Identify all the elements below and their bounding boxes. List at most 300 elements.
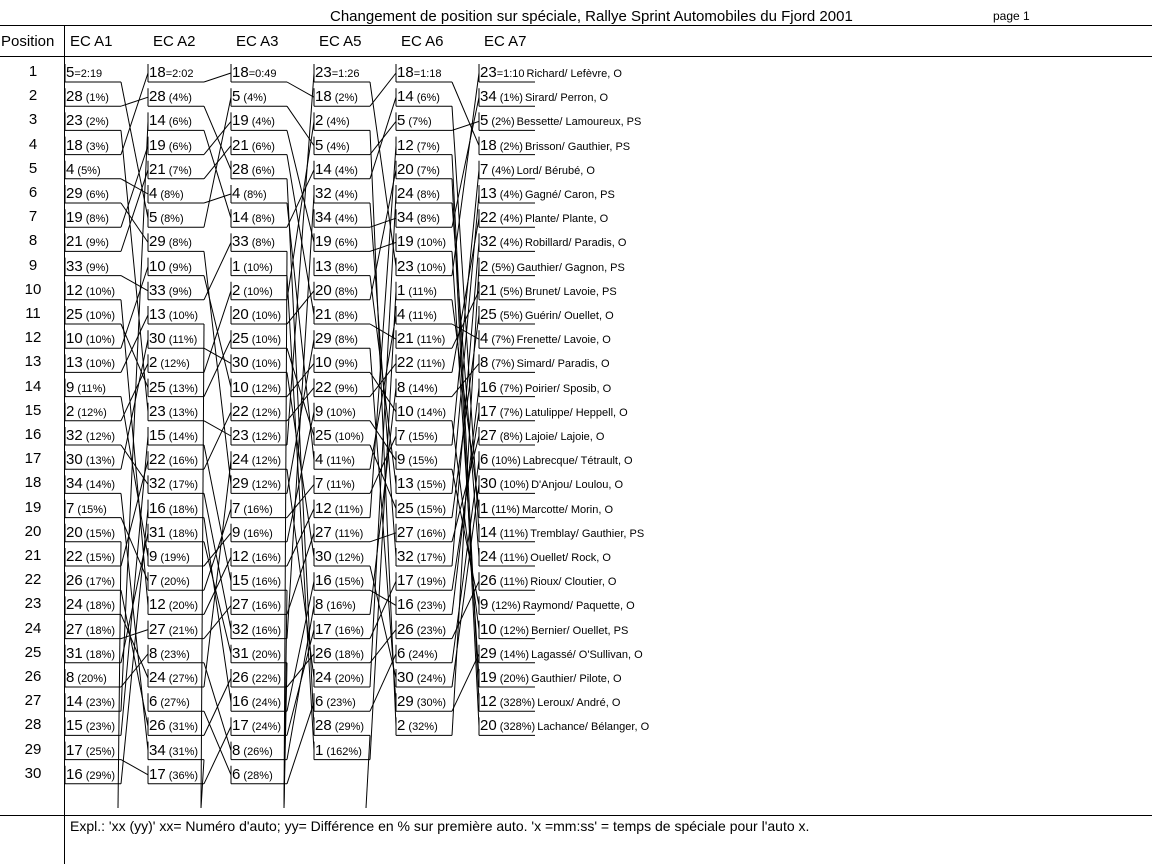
gap-percent: (7%) bbox=[413, 164, 440, 177]
car-number: 32 bbox=[66, 427, 83, 444]
position-change-line bbox=[370, 146, 396, 518]
car-number: 5 bbox=[397, 112, 406, 130]
car-entry bbox=[66, 645, 115, 662]
gap-percent: (6%) bbox=[248, 164, 275, 177]
gap-percent: (10%) bbox=[82, 334, 116, 347]
gap-percent: (2%) bbox=[82, 116, 109, 129]
car-entry bbox=[232, 209, 275, 226]
gap-percent: (6%) bbox=[331, 237, 358, 250]
car-entry bbox=[397, 209, 440, 226]
gap-percent: (12%) bbox=[157, 358, 190, 371]
car-number: 33 bbox=[232, 233, 249, 251]
car-number: 10 bbox=[480, 620, 497, 638]
position-number: 18 bbox=[24, 474, 42, 492]
car-number: 19 bbox=[232, 112, 249, 130]
car-entry bbox=[66, 572, 115, 589]
gap-percent: (29%) bbox=[82, 769, 116, 782]
gap-percent: (16%) bbox=[248, 624, 282, 637]
car-entry bbox=[397, 330, 445, 347]
car-number: 17 bbox=[232, 717, 249, 735]
car-entry bbox=[480, 88, 608, 105]
car-number: 24 bbox=[315, 669, 332, 686]
gap-percent: (7%) bbox=[496, 382, 523, 395]
position-number: 25 bbox=[24, 643, 42, 661]
car-entry bbox=[232, 88, 267, 105]
car-number: 28 bbox=[232, 160, 249, 178]
car-number: 20 bbox=[232, 306, 249, 323]
car-number: 5 bbox=[315, 136, 324, 154]
gap-percent: (31%) bbox=[165, 721, 199, 734]
car-entry bbox=[315, 451, 355, 468]
car-number: 16 bbox=[315, 572, 332, 590]
car-entry bbox=[397, 475, 446, 492]
car-entry bbox=[315, 161, 358, 178]
car-entry bbox=[66, 258, 109, 275]
car-entry bbox=[232, 258, 273, 275]
gap-percent: (23%) bbox=[157, 648, 190, 661]
position-number: 19 bbox=[24, 498, 42, 516]
car-entry bbox=[315, 475, 355, 492]
car-number: 19 bbox=[397, 233, 414, 251]
car-number: 13 bbox=[66, 354, 83, 372]
car-number: 10 bbox=[232, 378, 249, 396]
car-number: 9 bbox=[397, 451, 406, 469]
gap-percent: (23%) bbox=[323, 697, 356, 710]
gap-percent: (15%) bbox=[74, 503, 107, 516]
car-number: 12 bbox=[232, 548, 249, 565]
gap-percent: (8%) bbox=[413, 213, 440, 226]
gap-percent: (12%) bbox=[248, 406, 282, 419]
car-number: 15 bbox=[149, 427, 166, 444]
gap-percent: (2%) bbox=[331, 92, 358, 105]
car-entry bbox=[149, 330, 197, 347]
position-change-line bbox=[204, 291, 231, 373]
position-number: 16 bbox=[24, 426, 42, 443]
car-entry bbox=[397, 233, 446, 250]
driver-names: Bernier/ Ouellet, PS bbox=[531, 624, 629, 637]
gap-percent: (7%) bbox=[488, 334, 515, 347]
car-number: 2 bbox=[66, 402, 75, 420]
gap-percent: (25%) bbox=[82, 745, 116, 758]
car-entry bbox=[232, 693, 281, 710]
car-number: 27 bbox=[149, 620, 166, 638]
car-number: 21 bbox=[149, 160, 166, 178]
stage-time: =1:26 bbox=[331, 68, 360, 80]
car-entry bbox=[480, 693, 620, 710]
car-number: 29 bbox=[232, 475, 249, 493]
driver-names: Sirard/ Perron, O bbox=[524, 92, 609, 105]
gap-percent: (20%) bbox=[74, 673, 107, 685]
gap-percent: (328%) bbox=[496, 721, 536, 734]
car-entry bbox=[480, 112, 641, 129]
car-entry bbox=[149, 621, 198, 638]
gap-percent: (7%) bbox=[405, 116, 432, 129]
car-entry bbox=[149, 112, 192, 129]
gap-percent: (16%) bbox=[331, 624, 365, 637]
car-number: 14 bbox=[315, 160, 332, 178]
car-number: 20 bbox=[397, 160, 414, 178]
car-entry bbox=[397, 427, 438, 444]
gap-percent: (16%) bbox=[248, 600, 282, 613]
car-entry bbox=[480, 524, 644, 541]
position-number: 14 bbox=[24, 377, 42, 395]
car-number: 27 bbox=[232, 596, 249, 614]
gap-percent: (18%) bbox=[331, 648, 365, 661]
retired-car-line bbox=[118, 542, 121, 808]
position-change-line bbox=[121, 73, 148, 155]
car-number: 15 bbox=[66, 717, 83, 735]
gap-percent: (29%) bbox=[331, 721, 365, 734]
gap-percent: (20%) bbox=[331, 673, 365, 685]
position-change-line bbox=[287, 82, 314, 97]
car-number: 18 bbox=[149, 64, 166, 81]
car-number: 25 bbox=[480, 306, 497, 323]
gap-percent: (15%) bbox=[413, 479, 447, 492]
gap-percent: (1%) bbox=[82, 92, 109, 105]
gap-percent: (22%) bbox=[248, 673, 282, 685]
gap-percent: (9%) bbox=[165, 285, 192, 298]
position-number: 22 bbox=[24, 571, 42, 589]
car-entry bbox=[232, 379, 281, 396]
car-number: 4 bbox=[66, 160, 75, 178]
gap-percent: (19%) bbox=[413, 576, 447, 589]
car-number: 30 bbox=[480, 475, 497, 493]
car-number: 26 bbox=[315, 644, 332, 662]
legend-explanation: Expl.: 'xx (yy)' xx= Numéro d'auto; yy= Différence en % sur première auto. 'x =mm:ss' = temps de spéciale pour l'auto x. bbox=[70, 818, 810, 834]
car-entry bbox=[149, 64, 194, 81]
gap-percent: (5%) bbox=[496, 285, 523, 298]
position-number: 29 bbox=[24, 740, 42, 758]
car-number: 22 bbox=[149, 451, 166, 469]
gap-percent: (11%) bbox=[405, 285, 437, 298]
gap-percent: (13%) bbox=[165, 382, 199, 395]
car-entry bbox=[66, 403, 107, 420]
gap-percent: (11%) bbox=[496, 527, 529, 540]
gap-percent: (23%) bbox=[82, 697, 116, 710]
car-number: 28 bbox=[66, 88, 83, 106]
car-number: 5 bbox=[149, 209, 158, 227]
car-number: 18 bbox=[232, 64, 249, 81]
car-entry bbox=[149, 766, 198, 783]
gap-percent: (9%) bbox=[331, 358, 358, 371]
position-change-line bbox=[370, 73, 396, 106]
gap-percent: (23%) bbox=[82, 721, 116, 734]
gap-percent: (27%) bbox=[165, 673, 199, 685]
car-number: 32 bbox=[232, 620, 249, 638]
gap-percent: (11%) bbox=[331, 527, 364, 540]
car-entry bbox=[397, 524, 446, 541]
gap-percent: (17%) bbox=[82, 576, 116, 589]
car-entry bbox=[397, 185, 440, 202]
car-entry bbox=[480, 209, 608, 226]
gap-percent: (5%) bbox=[496, 310, 523, 322]
car-number: 33 bbox=[149, 281, 166, 299]
car-number: 2 bbox=[232, 281, 241, 299]
position-change-line bbox=[370, 242, 396, 251]
car-entry bbox=[149, 403, 198, 420]
gap-percent: (15%) bbox=[405, 455, 438, 468]
car-number: 19 bbox=[66, 209, 83, 227]
position-change-line bbox=[452, 82, 479, 146]
car-number: 24 bbox=[149, 669, 166, 686]
gap-percent: (10%) bbox=[240, 285, 273, 298]
driver-names: Robillard/ Paradis, O bbox=[524, 237, 627, 250]
car-number: 18 bbox=[66, 136, 83, 154]
gap-percent: (10%) bbox=[331, 431, 365, 443]
car-entry bbox=[66, 669, 107, 686]
gap-percent: (11%) bbox=[165, 334, 198, 347]
car-number: 21 bbox=[480, 281, 497, 299]
driver-names: Tremblay/ Gauthier, PS bbox=[530, 527, 645, 540]
car-number: 6 bbox=[480, 451, 489, 469]
position-change-line bbox=[121, 436, 148, 735]
car-entry bbox=[232, 282, 273, 299]
car-entry bbox=[66, 500, 107, 517]
car-number: 9 bbox=[232, 523, 241, 541]
gap-percent: (6%) bbox=[248, 140, 275, 153]
car-number: 8 bbox=[397, 378, 406, 396]
car-number: 9 bbox=[480, 596, 489, 614]
gap-percent: (8%) bbox=[331, 261, 358, 274]
gap-percent: (13%) bbox=[82, 455, 116, 468]
car-number: 33 bbox=[66, 257, 83, 275]
car-number: 12 bbox=[315, 499, 332, 517]
car-number: 14 bbox=[66, 693, 83, 711]
car-number: 26 bbox=[480, 572, 497, 590]
car-number: 8 bbox=[66, 669, 75, 686]
car-entry bbox=[232, 185, 267, 202]
position-change-line bbox=[452, 121, 479, 130]
gap-percent: (14%) bbox=[165, 431, 199, 443]
car-entry bbox=[480, 669, 622, 686]
gap-percent: (12%) bbox=[496, 624, 530, 637]
gap-percent: (18%) bbox=[82, 648, 116, 661]
position-change-line bbox=[204, 726, 231, 783]
gap-percent: (10%) bbox=[496, 479, 530, 492]
car-number: 18 bbox=[315, 88, 332, 106]
position-change-line bbox=[121, 324, 148, 388]
gap-percent: (4%) bbox=[496, 189, 523, 201]
driver-names: Simard/ Paradis, O bbox=[516, 358, 610, 371]
gap-percent: (20%) bbox=[165, 600, 199, 613]
position-change-line bbox=[370, 170, 396, 300]
gap-percent: (4%) bbox=[496, 237, 523, 250]
car-number: 31 bbox=[66, 644, 83, 662]
gap-percent: (6%) bbox=[82, 189, 109, 201]
car-entry bbox=[315, 621, 364, 638]
gap-percent: (15%) bbox=[331, 576, 365, 589]
gap-percent: (21%) bbox=[165, 624, 199, 637]
car-entry bbox=[232, 500, 273, 517]
car-entry bbox=[232, 306, 281, 323]
car-entry bbox=[232, 524, 273, 541]
car-number: 17 bbox=[315, 620, 332, 638]
car-number: 25 bbox=[66, 306, 83, 323]
car-number: 31 bbox=[149, 523, 166, 541]
position-number: 21 bbox=[24, 547, 42, 564]
gap-percent: (4%) bbox=[248, 116, 275, 129]
position-change-line bbox=[204, 121, 231, 154]
gap-percent: (7%) bbox=[488, 358, 515, 371]
car-number: 29 bbox=[66, 185, 83, 202]
car-number: 18 bbox=[397, 64, 414, 81]
car-entry bbox=[232, 161, 275, 178]
car-number: 5 bbox=[480, 112, 489, 130]
gap-percent: (7%) bbox=[413, 140, 440, 153]
gap-percent: (31%) bbox=[165, 745, 199, 758]
header-bottom-rule bbox=[0, 56, 1152, 57]
car-entry bbox=[232, 233, 275, 250]
car-entry bbox=[480, 500, 613, 517]
gap-percent: (8%) bbox=[413, 189, 440, 201]
gap-percent: (5%) bbox=[74, 164, 101, 177]
position-change-line bbox=[121, 267, 148, 349]
gap-percent: (4%) bbox=[323, 116, 350, 129]
car-number: 7 bbox=[66, 499, 75, 517]
position-change-line bbox=[121, 300, 148, 606]
gap-percent: (5%) bbox=[488, 261, 515, 274]
car-number: 12 bbox=[480, 693, 497, 711]
retired-car-line bbox=[366, 735, 370, 808]
driver-names: Frenette/ Lavoie, O bbox=[516, 334, 611, 347]
position-change-line bbox=[204, 242, 231, 299]
position-change-line bbox=[287, 412, 314, 542]
car-entry bbox=[149, 548, 190, 565]
car-entry bbox=[66, 137, 109, 154]
car-number: 22 bbox=[480, 209, 497, 227]
car-number: 8 bbox=[480, 354, 489, 372]
gap-percent: (11%) bbox=[323, 479, 355, 492]
car-entry bbox=[66, 742, 115, 759]
car-number: 30 bbox=[397, 669, 414, 686]
gap-percent: (10%) bbox=[413, 237, 447, 250]
car-entry bbox=[480, 161, 595, 178]
gap-percent: (11%) bbox=[488, 503, 520, 516]
gap-percent: (36%) bbox=[165, 769, 199, 782]
car-number: 19 bbox=[149, 136, 166, 154]
position-change-line bbox=[204, 711, 231, 775]
car-entry bbox=[480, 306, 614, 323]
driver-names: Leroux/ André, O bbox=[537, 697, 621, 710]
car-entry bbox=[315, 258, 358, 275]
car-entry bbox=[66, 475, 115, 492]
gap-percent: (20%) bbox=[248, 648, 282, 661]
gap-percent: (8%) bbox=[248, 213, 275, 226]
car-number: 2 bbox=[149, 354, 158, 372]
car-entry bbox=[232, 137, 275, 154]
gap-percent: (8%) bbox=[240, 189, 267, 201]
gap-percent: (11%) bbox=[323, 455, 355, 468]
gap-percent: (16%) bbox=[240, 503, 273, 516]
gap-percent: (11%) bbox=[496, 576, 529, 589]
car-number: 32 bbox=[149, 475, 166, 493]
car-entry bbox=[66, 693, 115, 710]
gap-percent: (16%) bbox=[248, 552, 282, 564]
position-number: 2 bbox=[28, 87, 38, 105]
car-entry bbox=[397, 572, 446, 589]
gap-percent: (18%) bbox=[82, 624, 116, 637]
car-number: 32 bbox=[397, 548, 414, 565]
car-entry bbox=[315, 427, 364, 444]
car-number: 23 bbox=[149, 402, 166, 420]
gap-percent: (3%) bbox=[82, 140, 109, 153]
car-entry bbox=[232, 742, 273, 759]
car-number: 17 bbox=[149, 765, 166, 783]
car-number: 2 bbox=[480, 257, 489, 275]
gap-percent: (4%) bbox=[240, 92, 267, 105]
car-entry bbox=[480, 645, 643, 662]
page-title: Changement de position sur spéciale, Rallye Sprint Automobiles du Fjord 2001 bbox=[330, 8, 853, 25]
car-entry bbox=[232, 717, 281, 734]
car-entry bbox=[480, 330, 611, 347]
car-entry bbox=[149, 88, 192, 105]
car-entry bbox=[66, 427, 115, 444]
car-number: 17 bbox=[397, 572, 414, 590]
car-number: 10 bbox=[149, 257, 166, 275]
car-number: 14 bbox=[480, 523, 497, 541]
car-number: 4 bbox=[149, 185, 158, 202]
car-entry bbox=[397, 621, 446, 638]
car-entry bbox=[397, 306, 437, 323]
gap-percent: (19%) bbox=[157, 552, 190, 564]
car-number: 6 bbox=[149, 693, 158, 711]
car-entry bbox=[315, 209, 358, 226]
position-change-line bbox=[287, 702, 314, 784]
car-number: 29 bbox=[315, 330, 332, 348]
car-entry bbox=[66, 766, 115, 783]
driver-names: Brisson/ Gauthier, PS bbox=[524, 140, 631, 153]
gap-percent: (27%) bbox=[157, 697, 190, 710]
car-entry bbox=[315, 596, 356, 613]
car-number: 26 bbox=[66, 572, 83, 590]
position-change-line bbox=[370, 590, 396, 605]
car-entry bbox=[397, 669, 446, 686]
car-number: 26 bbox=[397, 620, 414, 638]
car-entry bbox=[66, 282, 115, 299]
car-number: 21 bbox=[66, 233, 83, 251]
car-entry bbox=[315, 354, 358, 371]
car-number: 27 bbox=[315, 523, 332, 541]
position-column-header: Position bbox=[1, 33, 55, 50]
position-change-line bbox=[204, 194, 231, 203]
driver-names: Richard/ Lefèvre, O bbox=[526, 68, 622, 80]
gap-percent: (10%) bbox=[323, 406, 356, 419]
gap-percent: (23%) bbox=[413, 624, 447, 637]
gap-percent: (12%) bbox=[248, 431, 282, 443]
page-number: page 1 bbox=[993, 9, 1030, 23]
gap-percent: (10%) bbox=[165, 310, 199, 322]
gap-percent: (18%) bbox=[82, 600, 116, 613]
position-number: 1 bbox=[28, 63, 38, 80]
car-entry bbox=[232, 451, 281, 468]
car-entry bbox=[397, 596, 446, 613]
car-number: 32 bbox=[480, 233, 497, 251]
gap-percent: (4%) bbox=[496, 213, 523, 226]
car-number: 14 bbox=[232, 209, 249, 227]
car-entry bbox=[66, 112, 109, 129]
position-number: 23 bbox=[24, 595, 42, 613]
gap-percent: (17%) bbox=[165, 479, 199, 492]
car-entry bbox=[397, 137, 440, 154]
car-number: 13 bbox=[149, 306, 166, 323]
stage-time: =2:19 bbox=[74, 68, 103, 80]
position-number: 11 bbox=[25, 305, 41, 322]
car-number: 17 bbox=[480, 402, 497, 420]
car-entry bbox=[397, 451, 438, 468]
car-number: 16 bbox=[480, 378, 497, 396]
car-entry bbox=[232, 427, 281, 444]
car-number: 20 bbox=[66, 523, 83, 541]
